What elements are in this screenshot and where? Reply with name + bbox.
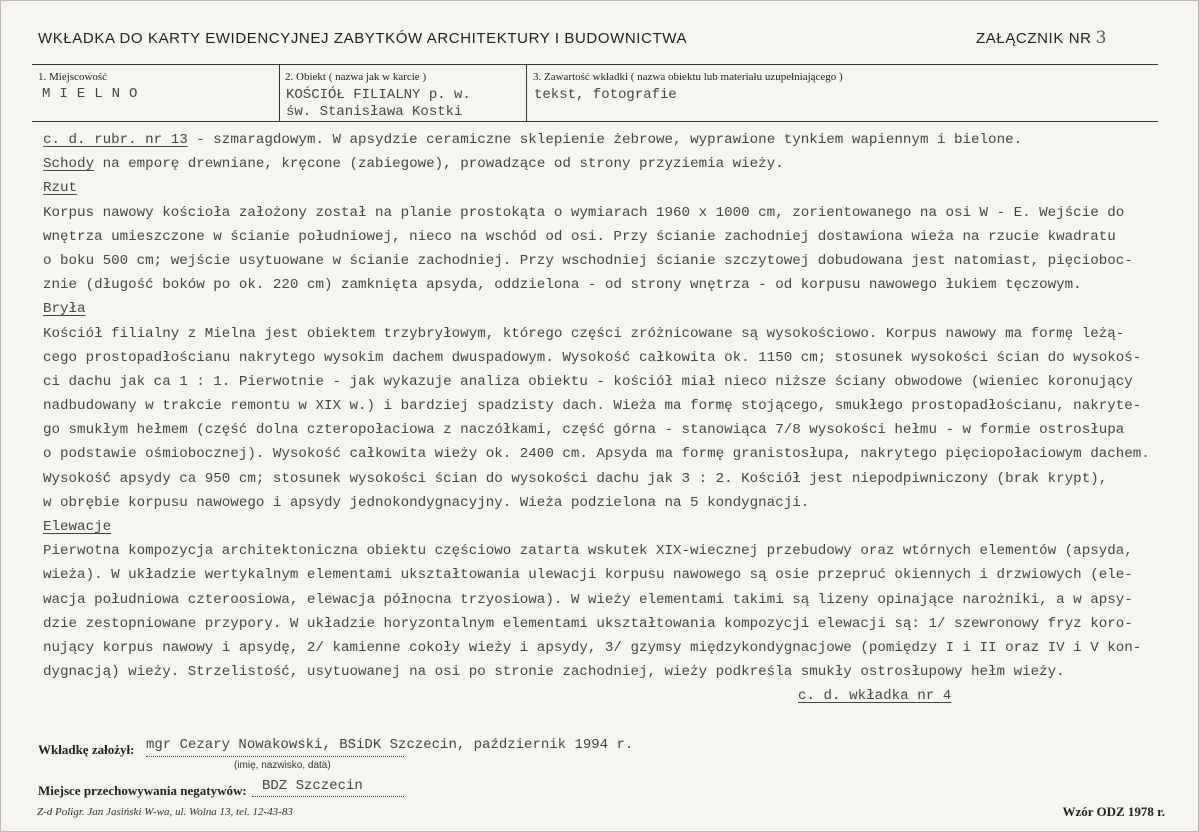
negatives-value: BDZ Szczecin: [262, 778, 363, 794]
text-line: dzie zestopniowane przypory. W układzie horyzontalnym elementami ukształtowania kompozycji elewacji są: 1/ szewronowy fryz koro-: [43, 615, 1133, 632]
negatives-dotted-line: [252, 796, 404, 797]
text-line: znie (długość boków po ok. 220 cm) zamknięta apsyda, oddzielona - od strony wnętrza - od korpusu nawowego łukiem tęczowym.: [43, 277, 1082, 294]
author-value: mgr Cezary Nowakowski, BSiDK Szczecin, październik 1994 r.: [146, 737, 634, 753]
text-line: go smukłym hełmem (część dolna czteropołaciowa z naczółkami, część górna - stanowiąca 7/8 wysokości hełmu - w formie ostrosłupa: [43, 422, 1125, 439]
description-text: [43, 128, 1193, 709]
subheading-stairs: Schody: [43, 156, 95, 173]
object-value-line1: KOŚCIÓŁ FILIALNY p. w.: [286, 87, 471, 103]
top-rule: [32, 64, 1158, 65]
text-line: wieża). W układzie wertykalnym elementami ukształtowania ulewacji korpusu nawowego są osie przepruć okiennych i drzwiowych (ele-: [43, 567, 1133, 584]
negatives-label: Miejsce przechowywania negatywów:: [38, 783, 247, 798]
text-line: [43, 128, 1193, 152]
author-hint: (imię, nazwisko, data): [234, 760, 331, 771]
author-dotted-line: [146, 756, 404, 757]
form-id: Wzór ODZ 1978 r.: [1062, 804, 1165, 819]
card-title: WKŁADKA DO KARTY EWIDENCYJNEJ ZABYTKÓW ARCHITEKTURY I BUDOWNICTWA: [38, 30, 688, 47]
text-line: wacja południowa czteroosiowa, elewacja północna trzyosiowa). W wieży elementami takimi są lizeny opinające narożniki, a w apsy-: [43, 591, 1133, 608]
text-line-content: na emporę drewniane, kręcone (zabiegowe), prowadzące od strony przyziemia wieży.: [94, 156, 784, 173]
text-line: nadbudowany w trakcie remontu w XIX w.) i bardziej spadzisty dach. Wieża ma formę stojącego, smukłego prostopadłościanu, nakryte-: [43, 398, 1142, 415]
locality-label: 1. Miejscowość: [38, 71, 108, 83]
text-line: cego prostopadłościanu nakrytego wysokim dachem dwuspadowym. Wysokość całkowita ok. 1150 cm; stosunek wysokości ścian do wysokoś-: [43, 349, 1142, 366]
text-line: [43, 152, 1193, 176]
text-line: wnętrza umieszczone w ścianie południowej, nieco na wschód od osi. Przy ścianie zachodniej dostawiona wieża na rzucie kwadratu: [43, 228, 1116, 245]
text-line-content: - szmaragdowym. W apsydzie ceramiczne sklepienie żebrowe, wyprawione tynkiem wapiennym i bielone.: [187, 132, 1023, 148]
printer-imprint: Z-d Poligr. Jan Jasiński W-wa, ul. Wolna 13, tel. 12-43-83: [37, 806, 293, 818]
text-line: nujący korpus nawowy i apsydę, 2/ kamienne cokoły wieży i apsydy, 3/ gzymsy międzykondygnacjowe (pomiędzy I i II oraz IV i V kon-: [43, 639, 1142, 656]
annex-label: [976, 28, 1107, 48]
object-label: 2. Obiekt ( nazwa jak w karcie ): [285, 71, 427, 83]
heading-bryla: Bryła: [43, 301, 86, 318]
content-value: tekst, fotografie: [534, 87, 677, 103]
continuation-ref: c. d. rubr. nr 13: [43, 132, 188, 148]
field-divider-1: [279, 64, 280, 121]
content-label: 3. Zawartość wkładki ( nazwa obiektu lub materiału uzupełniającego ): [533, 71, 843, 83]
continued-ref: c. d. wkładka nr 4: [798, 688, 952, 705]
heading-elewacje: Elewacje: [43, 519, 112, 535]
text-line: o boku 500 cm; wejście usytuowane w ścianie zachodniej. Przy wschodniej ścianie szczytowej dobudowana jest natomiast, pięcioboc-: [43, 252, 1133, 269]
text-line: Korpus nawowy kościoła założony został na planie prostokąta o wymiarach 1960 x 1000 cm, zorientowanego na osi W - E. Wejście do: [43, 204, 1125, 221]
text-line: dygnacją) wieży. Strzelistość, usytuowanej na osi po stronie zachodniej, wieży podkreśla smukły ostrosłupowy hełm wieży.: [43, 664, 1065, 681]
annex-label-text: ZAŁĄCZNIK NR: [976, 30, 1092, 47]
text-line: Pierwotna kompozycja architektoniczna obiektu częściowo zatarta wskutek XIX-wiecznej przebudowy oraz wtórnych elementów (apsyda,: [43, 543, 1133, 560]
text-line: Kościół filialny z Mielna jest obiektem trzybryłowym, którego części zróżnicowane są wysokościowo. Korpus nawowy ma formę leżą-: [43, 325, 1125, 342]
text-line: w obrębie korpusu nawowego i apsydy jednokondygnacyjny. Wieża podzielona na 5 kondygnacji.: [43, 494, 810, 511]
object-value-line2: św. Stanisława Kostki: [286, 104, 463, 120]
text-line: o podstawie ośmiobocznej). Wysokość całkowita wieży ok. 2400 cm. Apsyda ma formę granistosłupa, nakrytego pięciopołaciowym dachem.: [43, 446, 1150, 463]
heading-rzut: Rzut: [43, 180, 78, 197]
text-line: Wysokość apsydy ca 950 cm; stosunek wysokości ścian do wysokości dachu jak 3 : 2. Kościół jest niepodpiwniczony (brak krypt),: [43, 470, 1108, 487]
author-label: Wkładkę założył:: [38, 742, 135, 757]
text-line: ci dachu jak ca 1 : 1. Pierwotnie - jak wykazuje analiza obiektu - kościół miał nieco niższe ściany obwodowe (wieniec koronujący: [43, 373, 1133, 390]
locality-value: MIELNO: [42, 86, 147, 102]
field-divider-2: [526, 64, 527, 121]
annex-number: 3: [1095, 28, 1107, 48]
continued-note: [43, 684, 1193, 708]
fields-bottom-rule: [32, 121, 1158, 122]
